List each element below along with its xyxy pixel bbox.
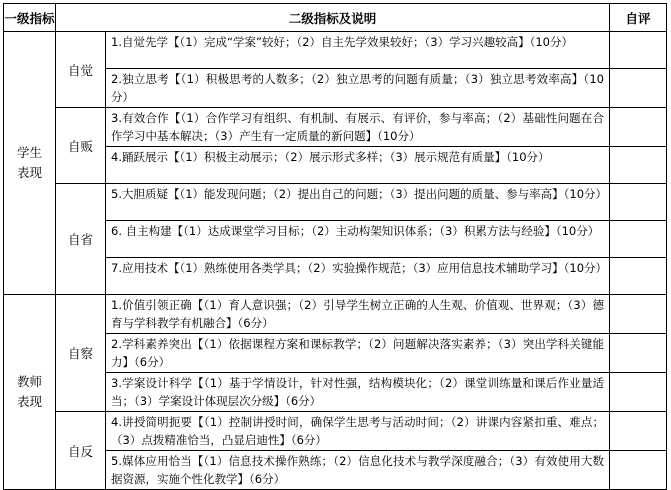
subcategory-cell: 自觉 (56, 32, 106, 108)
category-label: 教师 (16, 374, 42, 389)
criterion-text: 6. 自主构建【（1）达成课堂学习目标；（2）主动构架知识体系；（3）积累方法与经验】（10分） (106, 221, 610, 258)
self-score-cell[interactable] (610, 295, 667, 334)
self-score-cell[interactable] (610, 373, 667, 412)
criterion-text: 2.学科素养突出【（1）依据课程方案和课标教学；（2）问题解决落实素养；（3）突出学科关键能力】（6分） (106, 334, 610, 373)
self-score-cell[interactable] (610, 184, 667, 221)
table-row (4, 32, 667, 69)
criterion-text: 3.学案设计科学【（1）基于学情设计，针对性强，结构模块化；（2）课堂训练量和课后作业量适当；（3）学案设计体现层次分级】（6分） (106, 373, 610, 412)
criterion-text: 7.应用技术【（1）熟练使用各类学具；（2）实验操作规范；（3）应用信息技术辅助学习】（10分） (106, 258, 610, 295)
self-score-cell[interactable] (610, 32, 667, 69)
table-row (4, 412, 667, 451)
self-score-cell[interactable] (610, 69, 667, 108)
subcategory-cell: 自贩 (56, 108, 106, 184)
table-row (4, 295, 667, 334)
criterion-text: 2.独立思考【（1）积极思考的人数多；（2）独立思考的问题有质量；（3）独立思考效率高】（10分） (106, 69, 610, 108)
criterion-text: 4.讲授简明扼要【（1）控制讲授时间，确保学生思考与活动时间；（2）讲课内容紧扣重、难点；（3）点拨精准恰当，凸显启迪性】（6分） (106, 412, 610, 451)
criterion-text: 1.自觉先学【（1）完成“学案”较好；（2）自主先学效果较好；（3）学习兴趣较高】（10分） (106, 32, 610, 69)
self-score-cell[interactable] (610, 412, 667, 451)
category-student (4, 32, 56, 295)
subcategory-cell: 自反 (56, 412, 106, 490)
category-teacher (4, 295, 56, 490)
self-score-cell[interactable] (610, 451, 667, 490)
header-level1: 一级指标 (4, 4, 56, 32)
subcategory-cell: 自察 (56, 295, 106, 412)
criterion-text: 3.有效合作【（1）合作学习有组织、有机制、有展示、有评价，参与率高；（2）基础性问题在合作学习中基本解决；（3）产生有一定质量的新问题】（10分） (106, 108, 610, 147)
criterion-text: 4.踊跃展示【（1）积极主动展示；（2）展示形式多样；（3）展示规范有质量】（10分） (106, 147, 610, 184)
criterion-text: 1.价值引领正确【（1）育人意识强；（2）引导学生树立正确的人生观、价值观、世界观；（3）德育与学科教学有机融合】（6分） (106, 295, 610, 334)
category-label: 表现 (16, 394, 42, 409)
subcategory-cell: 自省 (56, 184, 106, 295)
category-label: 学生 (16, 145, 42, 160)
evaluation-table (3, 3, 667, 490)
table-row (4, 108, 667, 147)
header-level2: 二级指标及说明 (56, 4, 610, 32)
criterion-text: 5.媒体应用恰当【（1）信息技术操作熟练；（2）信息化技术与教学深度融合；（3）有效使用大数据资源，实施个性化教学】（6分） (106, 451, 610, 490)
self-score-cell[interactable] (610, 334, 667, 373)
self-score-cell[interactable] (610, 221, 667, 258)
category-label: 表现 (16, 165, 42, 180)
self-score-cell[interactable] (610, 147, 667, 184)
table-row (4, 184, 667, 221)
header-self-score: 自评 (610, 4, 667, 32)
criterion-text: 5.大胆质疑【（1）能发现问题；（2）提出自己的问题；（3）提出问题的质量、参与率高】（10分） (106, 184, 610, 221)
self-score-cell[interactable] (610, 258, 667, 295)
table-header-row (4, 4, 667, 32)
self-score-cell[interactable] (610, 108, 667, 147)
